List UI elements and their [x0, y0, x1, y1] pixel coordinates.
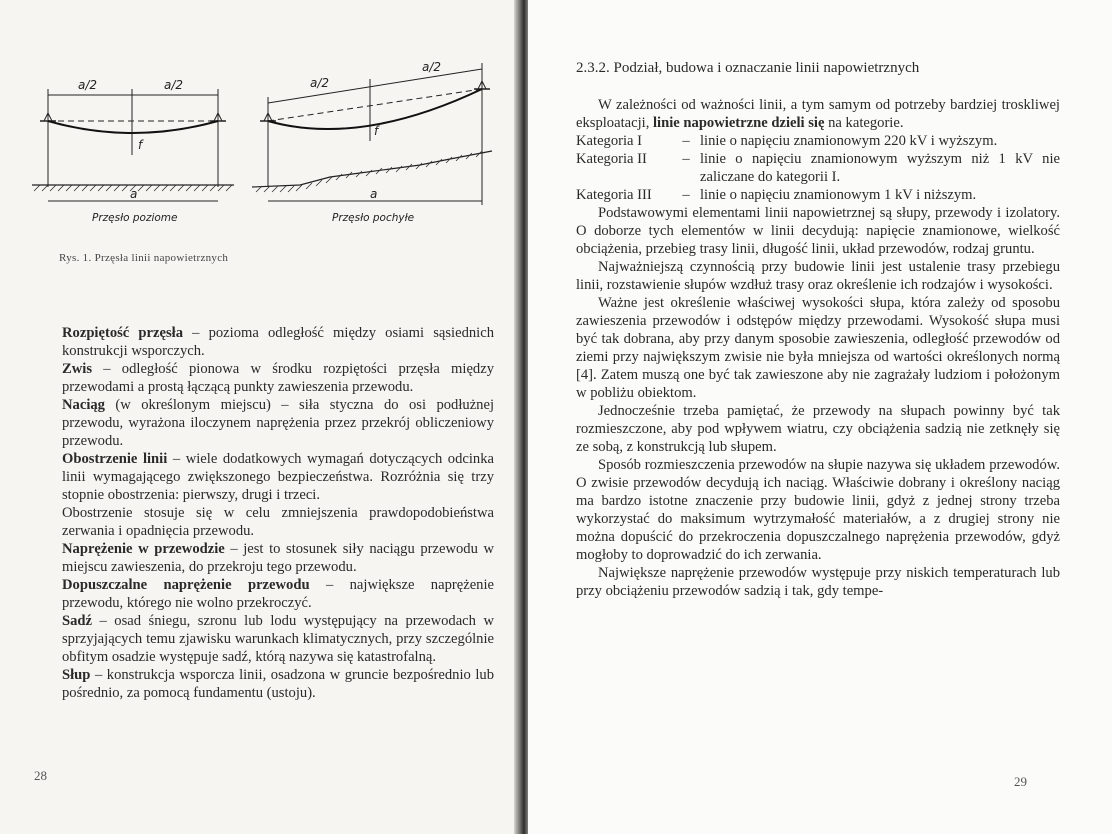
category-row	[576, 150, 1060, 186]
definition-sag	[62, 360, 494, 396]
term-line-reinforcement: Obostrzenie linii	[62, 451, 168, 467]
definition-span-length	[62, 324, 494, 360]
label-incl-span-a: a	[370, 187, 378, 201]
category-row	[576, 132, 1060, 150]
definition-tension	[62, 396, 494, 450]
caption-level-span: Przęsło poziome	[92, 212, 178, 224]
intro-text-after: na kategorie.	[824, 115, 904, 131]
right-page	[528, 0, 1112, 834]
category-name: Kategoria II	[576, 151, 647, 167]
category-dash: –	[682, 133, 690, 149]
label-span-a: a	[130, 187, 138, 201]
text-rime: – osad śniegu, szronu lub lodu występujący na przewodach w sprzyjających temu zjawisku warunkach klimatycznych, przy szczególnie obfitym osadzie występuje sadź, którą nazywa się katastrofalną.	[62, 613, 494, 665]
category-description: linie o napięciu znamionowym 220 kV i wyższym.	[700, 133, 998, 149]
label-incl-half-1: a/2	[310, 76, 330, 90]
label-incl-sag-f: f	[374, 124, 379, 138]
definition-allowable-stress	[62, 576, 494, 612]
definition-line-reinforcement	[62, 450, 494, 504]
body-paragraph: Największe naprężenie przewodów występuje przy niskich temperaturach lub przy obciążeniu przewodów sadzią i tak, gdy tempe-	[576, 565, 1060, 599]
label-sag-f: f	[138, 138, 143, 152]
label-incl-half-2: a/2	[422, 60, 442, 74]
span-diagram	[30, 55, 500, 245]
caption-inclined-span: Przęsło pochyłe	[332, 212, 415, 224]
intro-text-bold: linie napowietrzne dzieli się	[653, 115, 825, 131]
text-sag: – odległość pionowa w środku rozpiętości przęsła między przewodami a prostą łączącą punkty zawieszenia przewodu.	[62, 361, 494, 395]
definitions-list	[62, 324, 494, 702]
body-paragraph: Jednocześnie trzeba pamiętać, że przewody na słupach powinny być tak rozmieszczone, aby pod wpływem wiatru, czy obciążenia sadzią nie zetknęły się ze sobą, z konstrukcją lub słupem.	[576, 403, 1060, 455]
page-number-left: 28	[34, 768, 47, 783]
intro-text-before: W zależności od ważności linii, a tym samym od potrzeby bardziej troskliwej eksploatacji,	[576, 97, 1060, 131]
text-conductor-stress: – jest to stosunek siły naciągu przewodu w miejscu zawieszenia, do przekroju tego przewodu.	[62, 541, 494, 575]
figure-caption: Rys. 1. Przęsła linii napowietrznych	[59, 252, 229, 264]
body-paragraph: Sposób rozmieszczenia przewodów na słupie nazywa się układem przewodów. O zwisie przewodów decydują ich naciąg. Właściwie dobrany i określony naciąg ma bardzo istotne znaczenie przy budowie linii, gdyż z jednej strony trzeba wykorzystać do maksimum wytrzymałość materiałów, a z drugiej strony nie można dopuścić do przekroczenia dopuszczalnego naprężenia przewodów, gdyż mogłoby to doprowadzić do ich zerwania.	[576, 457, 1060, 563]
term-rime: Sadź	[62, 613, 93, 629]
category-name: Kategoria III	[576, 187, 652, 203]
body-paragraph: Podstawowymi elementami linii napowietrznej są słupy, przewody i izolatory. O doborze tych elementów w linii decydują: napięcie znamionowe, wielkość obciążenia, przebieg trasy linii, długość linii, układ przewodów, rodzaj gruntu.	[576, 205, 1060, 257]
page-number-right: 29	[1014, 774, 1027, 789]
text-allowable-stress: – największe naprężenie przewodu, którego nie wolno przekroczyć.	[62, 577, 494, 611]
term-span-length: Rozpiętość przęsła	[62, 325, 183, 341]
definition-rime	[62, 612, 494, 666]
body-paragraph: Ważne jest określenie właściwej wysokości słupa, która zależy od sposobu zawieszenia przewodów i odstępów między przewodami. Wysokość słupa musi być tak dobrana, aby przy danym sposobie zawieszenia, odległość przewodów od ziemi przy największym zwisie nie była mniejsza od wartości określonych normą [4]. Zatem muszą one być tak zawieszone aby nie zagrażały ludziom i położonym w pobliżu obiektom.	[576, 295, 1060, 401]
inclined-span-figure	[252, 60, 492, 224]
term-sag: Zwis	[62, 361, 93, 377]
term-allowable-stress: Dopuszczalne naprężenie przewodu	[62, 577, 310, 593]
text-line-reinforcement: – wiele dodatkowych wymagań dotyczących odcinka linii wymagającego zwiększonego bezpieczeństwa. Rozróżnia się trzy stopnie obostrzenia: pierwszy, drugi i trzeci.	[62, 451, 494, 503]
text-pole: – konstrukcja wsporcza linii, osadzona w gruncie bezpośrednio lub pośrednio, za pomocą fundamentu (ustoju).	[62, 667, 494, 701]
category-dash: –	[682, 151, 690, 167]
category-name: Kategoria I	[576, 133, 643, 149]
right-page-body	[576, 96, 1060, 600]
level-span-figure	[32, 78, 234, 224]
left-page	[0, 0, 520, 834]
term-tension: Naciąg	[62, 397, 105, 413]
section-heading: 2.3.2. Podział, budowa i oznaczanie linii napowietrznych	[576, 60, 920, 76]
definition-reinforcement-note	[62, 504, 494, 540]
text-reinforcement-note: Obostrzenie stosuje się w celu zmniejszenia prawdopodobieństwa zerwania i opadnięcia przewodu.	[62, 505, 494, 539]
category-description: linie o napięciu znamionowym wyższym niż 1 kV nie zaliczane do kategorii I.	[700, 151, 1060, 185]
category-list	[576, 132, 1060, 204]
category-description: linie o napięciu znamionowym 1 kV i niższym.	[700, 187, 977, 203]
intro-paragraph	[576, 96, 1060, 132]
text-span-length: – pozioma odległość między osiami sąsiednich konstrukcji wsporczych.	[62, 325, 494, 359]
category-row	[576, 186, 1060, 204]
definition-conductor-stress	[62, 540, 494, 576]
label-half-span-1: a/2	[78, 78, 98, 92]
category-dash: –	[682, 187, 690, 203]
body-paragraph: Najważniejszą czynnością przy budowie linii jest ustalenie trasy przebiegu linii, rozstawienie słupów wzdłuż trasy oraz określenie ich rodzajów i wysokości.	[576, 259, 1060, 293]
label-half-span-2: a/2	[164, 78, 184, 92]
term-conductor-stress: Naprężenie w przewodzie	[62, 541, 225, 557]
text-tension: (w określonym miejscu) – siła styczna do osi podłużnej przewodu, wyrażona iloczynem naprężenia przez przekrój obliczeniowy przewodu.	[62, 397, 494, 449]
definition-pole	[62, 666, 494, 702]
term-pole: Słup	[62, 667, 91, 683]
